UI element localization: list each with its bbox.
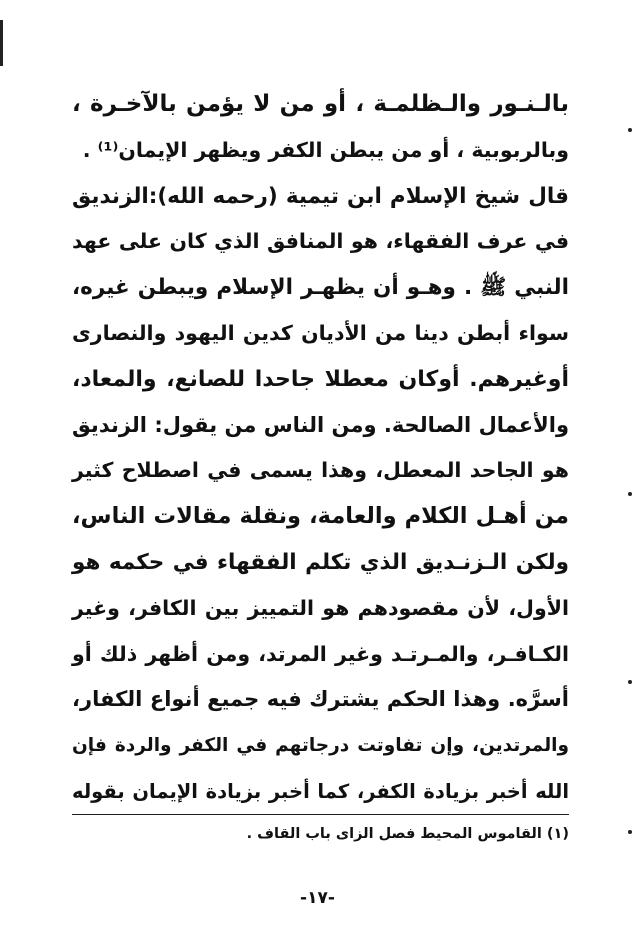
page-number: -١٧- <box>300 888 335 908</box>
text-line: الأول، لأن مقصودهم هو التمييز بين الكافر، وغير <box>72 595 569 620</box>
right-edge-dot <box>628 830 632 834</box>
text-line: والأعمال الصالحة. ومن الناس من يقول: الزنديق <box>72 412 569 437</box>
text-line: أسرَّه. وهذا الحكم يشترك فيه جميع أنواع الكفار، <box>72 687 569 712</box>
text-line: النبي ﷺ . وهـو أن يظهـر الإسلام ويبطن غيره، <box>72 275 569 301</box>
main-text <box>72 82 569 815</box>
text-line: الكـافـر، والمـرتـد وغير المرتد، ومن أظهر ذلك أو <box>72 641 569 666</box>
text-line: وبالربوبية ، أو من يبطن الكفر ويظهر الإيمان⁽¹⁾ . <box>82 137 569 162</box>
text-line: قال شيخ الإسلام ابن تيمية (رحمه الله):الزنديق <box>72 183 569 209</box>
right-edge-dot <box>628 128 632 132</box>
text-line: الله أخبر بزيادة الكفر، كما أخبر بزيادة الإيمان بقوله <box>72 779 569 803</box>
text-line: ولكن الـزنـديق الذي تكلم الفقهاء في حكمه هو <box>72 549 569 575</box>
left-edge-mark <box>0 20 3 66</box>
text-line: والمرتدين، وإن تفاوتت درجاتهم في الكفر والردة فإن <box>72 735 569 757</box>
text-line: سواء أبطن دينا من الأديان كدين اليهود والنصارى <box>72 320 569 345</box>
right-edge-dot <box>628 492 632 496</box>
right-edge-dot <box>628 680 632 684</box>
text-line: من أهـل الكلام والعامة، ونقلة مقالات الناس، <box>72 503 569 530</box>
text-line: بالـنـور والـظلمـة ، أو من لا يؤمن بالآخـرة ، <box>72 91 569 117</box>
footnote-separator <box>72 814 569 815</box>
text-line: هو الجاحد المعطل، وهذا يسمى في اصطلاح كثير <box>72 458 569 483</box>
text-line: أوغيرهم. أوكان معطلا جاحدا للصانع، والمعاد، <box>72 366 569 392</box>
text-line: في عرف الفقهاء، هو المنافق الذي كان على عهد <box>72 229 569 254</box>
footnote: (١) القاموس المحيط فصل الزاى باب القاف . <box>246 826 569 842</box>
